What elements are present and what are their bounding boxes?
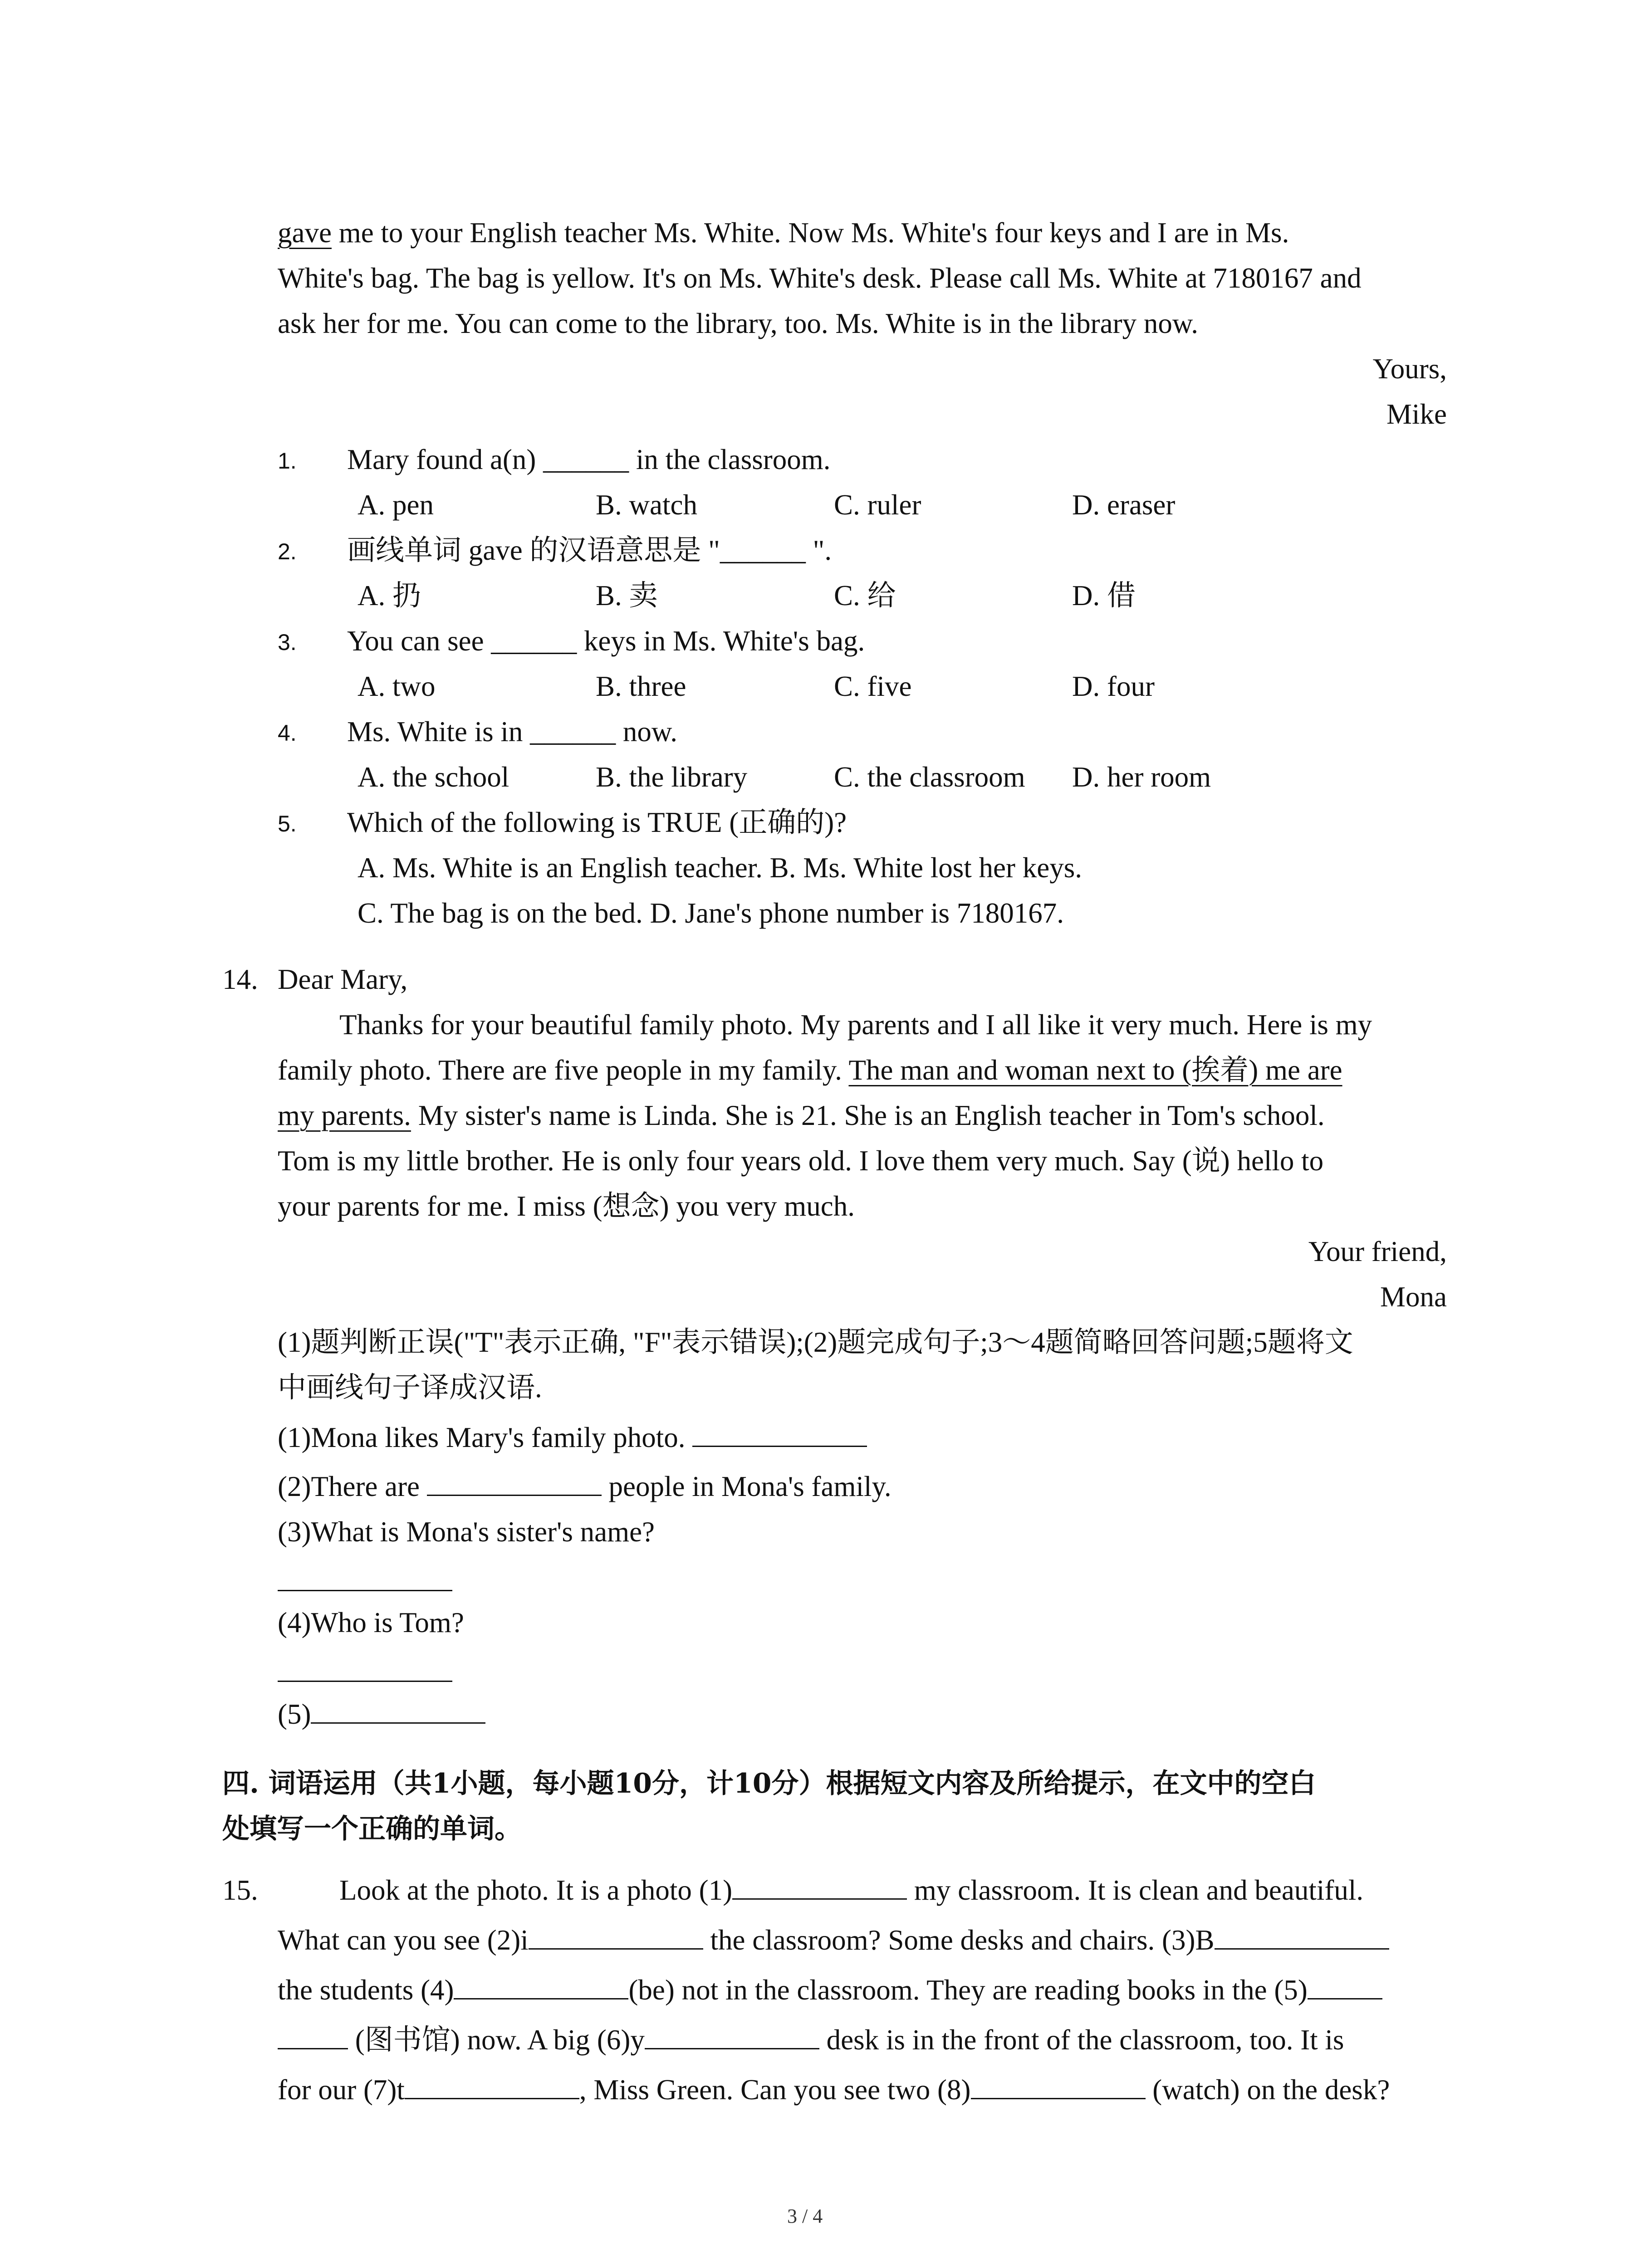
instruction-line: 中画线句子译成汉语.	[278, 1372, 542, 1403]
question-number: 15.	[222, 1874, 258, 1906]
cloze-line: Look at the photo. It is a photo (1) my classroom. It is clean and beautiful.	[339, 1874, 1364, 1906]
answer-blank[interactable]	[529, 1925, 703, 1950]
letter-line: Thanks for your beautiful family photo. My parents and I all like it very much. Here is my	[339, 1009, 1372, 1041]
letter-line: family photo. There are five people in my family. The man and woman next to (挨着) me are	[278, 1054, 1342, 1086]
question-number: 3.	[278, 630, 297, 655]
passage-line: White's bag. The bag is yellow. It's on Ms. White's desk. Please call Ms. White at 7180167 and	[278, 262, 1362, 294]
answer-blank[interactable]	[1215, 1925, 1389, 1950]
cloze-line: (图书馆) now. A big (6)y desk is in the front of the classroom, too. It is	[278, 2023, 1344, 2058]
answer-blank[interactable]	[645, 2024, 819, 2049]
option: A. the school	[358, 761, 509, 793]
cloze-line: What can you see (2)i the classroom? Some desks and chairs. (3)B	[278, 1923, 1389, 1958]
answer-blank[interactable]	[732, 1875, 907, 1900]
option-line: C. The bag is on the bed. D. Jane's phone number is 7180167.	[358, 897, 1064, 929]
underlined-sentence: The man and woman next to (挨着) me are	[848, 1054, 1342, 1086]
answer-blank[interactable]	[692, 1422, 867, 1447]
sub-question-1: (1)Mona likes Mary's family photo.	[278, 1421, 867, 1455]
option-line: A. Ms. White is an English teacher. B. Ms. White lost her keys.	[358, 852, 1082, 884]
cloze-line: for our (7)t , Miss Green. Can you see two (8) (watch) on the desk?	[278, 2074, 1390, 2106]
option: C. 给	[834, 580, 896, 611]
passage-line: gave me to your English teacher Ms. White. Now Ms. White's four keys and I are in Ms.	[278, 217, 1289, 249]
answer-blank[interactable]	[427, 1471, 602, 1496]
section-heading: 四. 词语运用（共1小题，每小题10分，计10分）根据短文内容及所给提示，在文中的空白	[222, 1768, 1316, 1799]
option: A. pen	[358, 489, 434, 521]
sub-question-2: (2)There are people in Mona's family.	[278, 1471, 892, 1502]
answer-blank[interactable]	[278, 1566, 452, 1591]
option: B. three	[596, 670, 686, 702]
instruction-line: (1)题判断正误("T"表示正确, "F"表示错误);(2)题完成句子;3～4题简略回答问题;5题将文	[278, 1326, 1353, 1358]
letter-closing: Your friend,	[1308, 1236, 1447, 1267]
cloze-line: the students (4) (be) not in the classroom. They are reading books in the (5)	[278, 1973, 1382, 2008]
underlined-word-gave: gave	[278, 217, 332, 249]
question-stem: Which of the following is TRUE (正确的)?	[347, 807, 847, 838]
underlined-sentence: my parents.	[278, 1100, 411, 1131]
answer-blank[interactable]	[278, 1657, 452, 1682]
letter-greeting: Dear Mary,	[278, 963, 408, 995]
question-number: 4.	[278, 720, 297, 746]
answer-blank[interactable]	[971, 2074, 1146, 2099]
question-stem: You can see ______ keys in Ms. White's bag.	[347, 625, 865, 657]
question-stem: Mary found a(n) ______ in the classroom.	[347, 444, 831, 475]
question-number: 2.	[278, 539, 297, 564]
question-number: 14.	[222, 963, 258, 995]
answer-line	[278, 1656, 452, 1690]
option: A. two	[358, 670, 436, 702]
answer-blank[interactable]	[405, 2074, 579, 2099]
option: C. the classroom	[834, 761, 1025, 793]
letter-line: your parents for me. I miss (想念) you very much.	[278, 1190, 855, 1222]
sub-question-3: (3)What is Mona's sister's name?	[278, 1516, 655, 1548]
letter-signature: Mona	[1380, 1281, 1447, 1313]
option: B. watch	[596, 489, 697, 521]
sub-question-4: (4)Who is Tom?	[278, 1607, 464, 1638]
sub-question-5: (5)	[278, 1697, 485, 1732]
page-number: 3 / 4	[787, 2205, 823, 2227]
answer-line	[278, 1565, 452, 1599]
letter-line: Tom is my little brother. He is only four years old. I love them very much. Say (说) hello to	[278, 1145, 1324, 1177]
option: D. eraser	[1072, 489, 1176, 521]
option: D. 借	[1072, 580, 1136, 611]
question-stem: Ms. White is in ______ now.	[347, 716, 678, 748]
letter-signature: Mike	[1386, 398, 1447, 430]
option: C. five	[834, 670, 912, 702]
question-number: 1.	[278, 448, 297, 474]
letter-closing: Yours,	[1372, 353, 1447, 385]
answer-blank[interactable]	[278, 2024, 348, 2049]
answer-blank[interactable]	[311, 1699, 485, 1724]
option: C. ruler	[834, 489, 921, 521]
section-heading: 处填写一个正确的单词。	[222, 1813, 522, 1845]
answer-blank[interactable]	[454, 1975, 628, 1999]
option: D. her room	[1072, 761, 1211, 793]
answer-blank[interactable]	[1308, 1975, 1382, 1999]
question-number: 5.	[278, 811, 297, 836]
option: B. the library	[596, 761, 748, 793]
option: B. 卖	[596, 580, 658, 611]
letter-line: my parents. My sister's name is Linda. She is 21. She is an English teacher in Tom's school.	[278, 1100, 1325, 1131]
question-stem: 画线单词 gave 的汉语意思是 "______ ".	[347, 534, 832, 566]
option: A. 扔	[358, 580, 421, 611]
passage-line: ask her for me. You can come to the library, too. Ms. White is in the library now.	[278, 308, 1199, 339]
option: D. four	[1072, 670, 1155, 702]
